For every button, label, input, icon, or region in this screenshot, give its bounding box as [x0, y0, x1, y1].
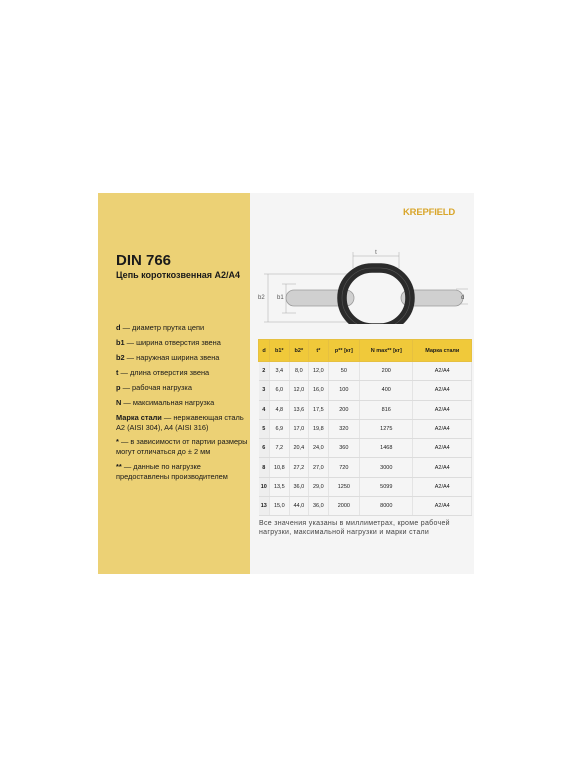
table-row [259, 458, 472, 477]
label-d: d [461, 295, 465, 301]
table-cell: 3,4 [270, 362, 290, 381]
legend-term: * [116, 437, 119, 447]
table-cell: A2/A4 [413, 439, 472, 458]
column-header: b1* [270, 340, 290, 362]
table-cell: 50 [328, 362, 359, 381]
table-cell: 1250 [328, 477, 359, 496]
table-cell: 17,5 [309, 400, 329, 419]
product-subtitle: Цепь короткозвенная A2/A4 [116, 270, 241, 280]
column-header: b2* [289, 340, 309, 362]
units-note: Все значения указаны в миллиметрах, кроме рабочей нагрузки, максимальной нагрузки и марки стали [259, 520, 450, 536]
table-cell: 19,8 [309, 419, 329, 438]
table-cell: 24,0 [309, 439, 329, 458]
table-row [259, 497, 472, 516]
table-cell: 36,0 [309, 497, 329, 516]
table-cell: 100 [328, 381, 359, 400]
table-cell: 13,5 [270, 477, 290, 496]
table-cell: 16,0 [309, 381, 329, 400]
table-row [259, 381, 472, 400]
legend-text: — данные по нагрузке предоставлены производителем [116, 462, 228, 481]
legend-text: — наружная ширина звена [124, 352, 220, 362]
table-cell: 17,0 [289, 419, 309, 438]
table-cell: 360 [328, 439, 359, 458]
table-cell: 720 [328, 458, 359, 477]
legend-item [116, 413, 248, 432]
label-t: t [375, 250, 377, 256]
legend-text: — рабочая нагрузка [120, 382, 192, 392]
spec-table [258, 339, 472, 516]
label-b1: b1 [277, 295, 284, 301]
table-row [259, 419, 472, 438]
table-cell: 8000 [360, 497, 413, 516]
table-cell: 400 [360, 381, 413, 400]
column-header: p** [кг] [328, 340, 359, 362]
product-title: DIN 766 [116, 252, 172, 269]
table-cell: 3000 [360, 458, 413, 477]
legend-text: — максимальная нагрузка [121, 397, 215, 407]
table-cell: 29,0 [309, 477, 329, 496]
table-cell: 2000 [328, 497, 359, 516]
table-cell: A2/A4 [413, 381, 472, 400]
table-cell: 5 [259, 419, 270, 438]
table-cell: 15,0 [270, 497, 290, 516]
table-cell: 8,0 [289, 362, 309, 381]
legend-term: p [116, 382, 121, 392]
table-cell: 13,6 [289, 400, 309, 419]
legend-text: — длина отверстия звена [118, 367, 210, 377]
table-cell: A2/A4 [413, 477, 472, 496]
brand-logo: KREPFIELD [403, 207, 456, 218]
table-cell: A2/A4 [413, 458, 472, 477]
table-cell: 27,0 [309, 458, 329, 477]
legend-term: Марка стали [116, 412, 162, 422]
table-cell: A2/A4 [413, 400, 472, 419]
table-cell: 1275 [360, 419, 413, 438]
legend-term: b2 [116, 352, 125, 362]
table-cell: 7,2 [270, 439, 290, 458]
legend-text: — диаметр прутка цепи [120, 323, 205, 332]
table-cell: 200 [328, 400, 359, 419]
table-row [259, 477, 472, 496]
column-header: N max** [кг] [360, 340, 413, 362]
column-header: t* [309, 340, 329, 362]
table-cell: 8 [259, 458, 270, 477]
table-cell: 13 [259, 497, 270, 516]
table-cell: A2/A4 [413, 497, 472, 516]
table-cell: 10 [259, 477, 270, 496]
legend-item [116, 353, 248, 363]
table-cell: 6,0 [270, 381, 290, 400]
table-body [259, 362, 472, 516]
label-b2: b2 [258, 295, 265, 301]
table-cell: 4 [259, 400, 270, 419]
table-cell: 1468 [360, 439, 413, 458]
column-header: d [259, 340, 270, 362]
table-row [259, 400, 472, 419]
legend-item [116, 323, 248, 333]
table-cell: A2/A4 [413, 419, 472, 438]
legend-term: ** [116, 462, 122, 472]
legend-term: N [116, 397, 122, 407]
chain-diagram [256, 246, 468, 324]
legend-term: t [116, 367, 119, 377]
legend-term: b1 [116, 337, 125, 347]
legend-term: d [116, 323, 121, 332]
table-cell: 2 [259, 362, 270, 381]
table-cell: 6 [259, 439, 270, 458]
table-cell: 200 [360, 362, 413, 381]
table-cell: 6,9 [270, 419, 290, 438]
table-row [259, 362, 472, 381]
table-row [259, 439, 472, 458]
table-cell: 44,0 [289, 497, 309, 516]
table-cell: 12,0 [289, 381, 309, 400]
table-cell: 10,8 [270, 458, 290, 477]
legend-text: — в зависимости от партии размеры могут отличаться до ± 2 мм [116, 437, 248, 457]
table-cell: 20,4 [289, 439, 309, 458]
table-cell: A2/A4 [413, 362, 472, 381]
legend-item [116, 398, 248, 408]
table-cell: 4,8 [270, 400, 290, 419]
table-cell: 816 [360, 400, 413, 419]
legend-item [116, 338, 248, 348]
table-cell: 27,2 [289, 458, 309, 477]
table-cell: 5099 [360, 477, 413, 496]
legend-text: — ширина отверстия звена [124, 337, 221, 347]
legend-item [116, 383, 248, 393]
table-cell: 36,0 [289, 477, 309, 496]
table-cell: 12,0 [309, 362, 329, 381]
table-cell: 320 [328, 419, 359, 438]
table-cell: 3 [259, 381, 270, 400]
table-header-row [259, 340, 472, 362]
legend-item [116, 368, 248, 378]
column-header: Марка стали [413, 340, 472, 362]
legend-item [116, 462, 248, 481]
legend-text: — нержавеющая сталь A2 (AISI 304), A4 (AISI 316) [116, 412, 244, 432]
legend-item [116, 437, 248, 456]
legend [116, 323, 248, 487]
